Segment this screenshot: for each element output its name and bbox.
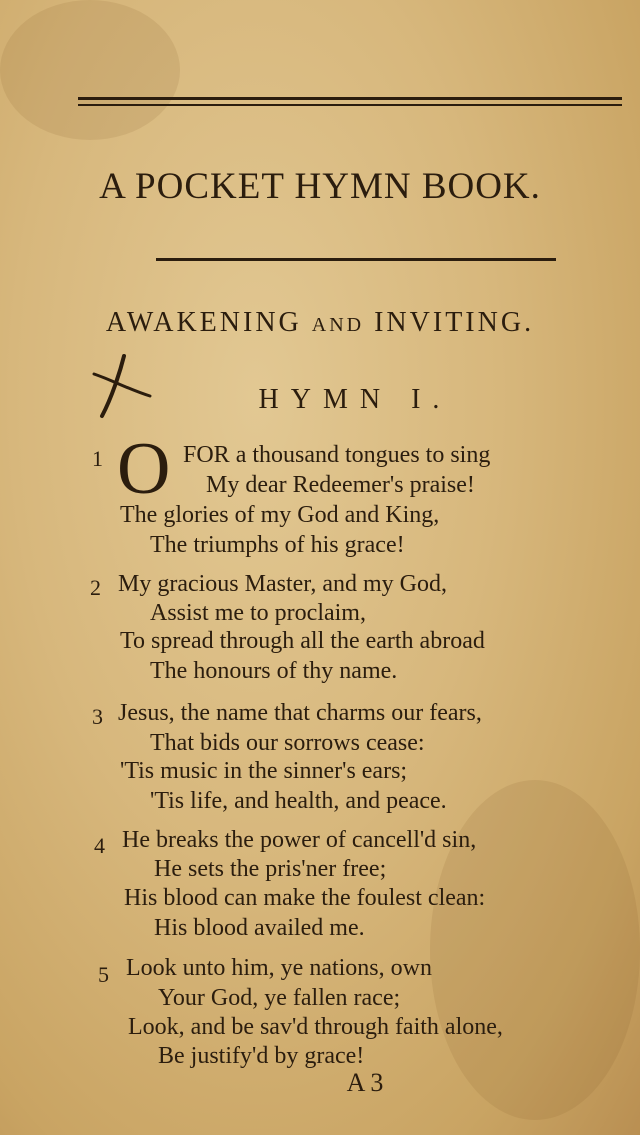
running-head: A POCKET HYMN BOOK. [99,166,541,207]
verse-line: To spread through all the earth abroad [120,628,485,654]
header-rule [156,258,556,261]
verse-line: The triumphs of his grace! [150,532,405,558]
verse-line: He breaks the power of cancell'd sin, [122,827,477,853]
page-stain [0,0,180,140]
signature-mark: A 3 [346,1068,384,1097]
stanza-number: 3 [92,704,103,729]
verse-line: 'Tis music in the sinner's ears; [120,758,408,784]
verse-line: The glories of my God and King, [120,502,440,528]
stanza-number: 4 [94,833,105,858]
hymn-title: HYMN I. [258,384,452,415]
verse-line: That bids our sorrows cease: [150,730,425,756]
verse-line: His blood can make the foulest clean: [124,885,486,911]
verse-line: Assist me to proclaim, [150,600,366,626]
section-title-word: AWAKENING [105,307,302,338]
verse-line: My gracious Master, and my God, [118,571,447,597]
verse-line: Be justify'd by grace! [158,1043,365,1069]
verse-line: Look unto him, ye nations, own [126,955,432,981]
verse-line: He sets the pris'ner free; [154,856,387,882]
verse-line: His blood availed me. [154,915,365,941]
verse-line: My dear Redeemer's praise! [206,472,475,498]
stanza-number: 1 [92,446,103,471]
top-double-rule [78,104,622,106]
section-title [0,307,640,339]
verse-line: Jesus, the name that charms our fears, [118,700,482,726]
verse-line: Your God, ye fallen race; [158,985,401,1011]
section-title-word: INVITING. [374,307,535,338]
drop-cap: O [117,428,171,510]
verse-line: 'Tis life, and health, and peace. [150,788,447,814]
verse-line: Look, and be sav'd through faith alone, [128,1014,503,1040]
verse-line: FOR a thousand tongues to sing [183,442,491,468]
stanza-number: 5 [98,962,109,987]
section-title-conjunction: AND [311,314,365,336]
stanza-number: 2 [90,575,101,600]
top-double-rule [78,97,622,100]
verse-line: The honours of thy name. [150,658,398,684]
